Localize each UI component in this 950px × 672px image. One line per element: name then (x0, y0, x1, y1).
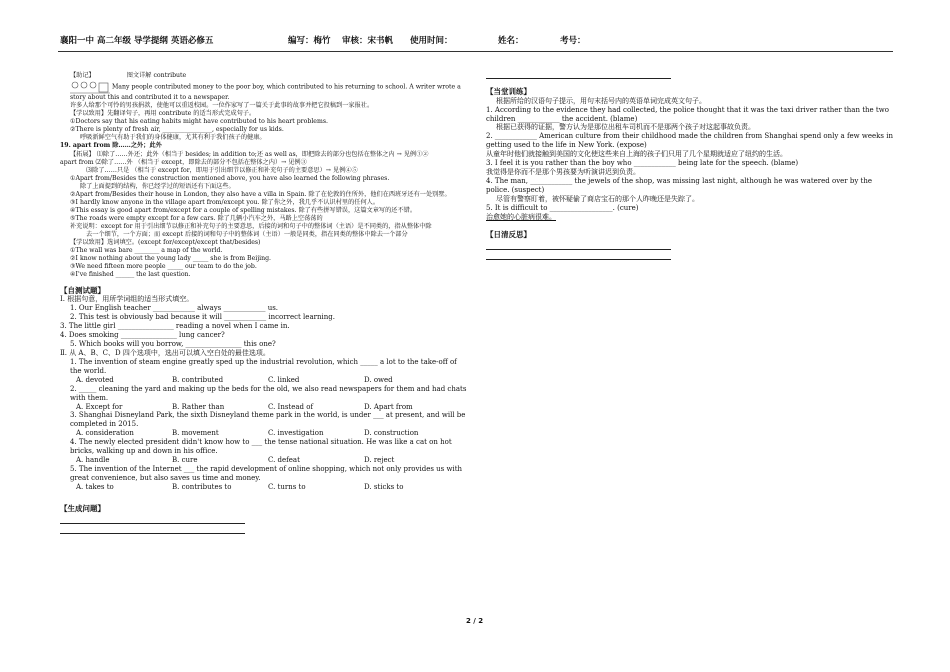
training-5-cn: 治愈她的心脏病很难。 (486, 212, 556, 221)
answer-line[interactable] (486, 240, 671, 250)
mc-1: 1. The invention of steam engine greatly sped up the industrial revolution, which _____ a lot to the take-off of the world. (70, 357, 457, 375)
question-1: 1. Our English teacher ____________ always ____________ us. (70, 304, 279, 313)
answer-line[interactable] (60, 514, 245, 524)
training-1-cn: 根据已获得的证据，警方认为是那位出租车司机而不是那两个孩子对这起事故负责。 (496, 123, 755, 132)
notes-label: 【助记】 (70, 72, 95, 79)
mc-2: 2. _____ cleaning the yard and making up the beds for the old, we also read newspapers for them and had chats with them. (70, 384, 467, 402)
notes-chinese: 许多人给那个可怜的男孩捐款，使他可以重返校园。一位作家写了一篇关于此事的故事并把它投稿到一家报社。 (70, 102, 374, 110)
option: B. contributes to (172, 483, 232, 492)
mc-4: 4. The newly elected president didn't know how to ___ the tense national situation. He was like a cat on hot bricks, walking up and down in his office. (70, 438, 452, 456)
apply2-2: ②I know nothing about the young lady _____ she is from Beijing. (70, 255, 272, 263)
option: D. sticks to (364, 483, 404, 492)
left-column (60, 72, 470, 534)
question-5: 5. Which books will you borrow, ________________ this one? (70, 339, 276, 348)
option: C. investigation (268, 429, 324, 438)
training-2: 2. ____________ American culture from their childhood made the children from Shanghai spend only a few weeks in getting used to the life in New York. (expose) (486, 132, 893, 150)
apply-label: 【学以致用】先翻译句子，再用 contribute 的适当形式完成句子。 (70, 110, 256, 118)
mc-5-options (60, 483, 470, 492)
training-intro: 根据所给的汉语句子提示，用句末括号内的英语单词完成英文句子。 (496, 96, 706, 105)
option: A. takes to (76, 483, 114, 492)
option: D. construction (364, 429, 419, 438)
option: A. Except for (76, 402, 123, 411)
apply2-1: ①The wall was bare ________ a map of the world. (70, 247, 223, 255)
editor: 编写：梅竹 (288, 36, 331, 46)
training-3-cn: 我觉得是你而不是那个男孩要为听演讲迟到负责。 (486, 168, 640, 177)
example-2: ②Apart from/Besides their house in London, they also have a villa in Spain. 除了在伦敦的住所外，他们在西班牙还有一处别墅。 (70, 190, 451, 198)
item-19: 19. apart from 除……之外；此外 (60, 142, 162, 150)
answer-line[interactable] (486, 69, 671, 79)
part-2-title: Ⅱ. 从 A、B、C、D 四个选项中，选出可以填入空白处的最佳选项。 (60, 348, 270, 357)
example-3: ③I hardly know anyone in the village apart from/except you. 除了你之外，我几乎不认识村里的任何人。 (70, 198, 380, 206)
training-4-cn: 尽管有警察盯着，被怀疑偷了商店宝石的那个人昨晚还是失踪了。 (496, 195, 699, 204)
use-time: 使用时间： (410, 36, 453, 46)
answer-line[interactable] (486, 250, 671, 260)
mc-2-options (60, 403, 470, 412)
notes-english: Many people contributed money to the poor boy, which contributed to his returning to school. A writer wrote a story about this and contributed it to a newspaper. (70, 83, 461, 102)
apply2-label: 【学以致用】选词填空。(except for/except/except that/besides) (70, 239, 261, 247)
training-5: 5. It is difficult to __________________. (cure) (486, 204, 639, 213)
apply-2: ②There is plenty of fresh air, ________________, especially for us kids. (70, 126, 284, 134)
part-1-title: Ⅰ. 根据句意，用所学词组的适当形式填空。 (60, 295, 194, 304)
option: C. linked (268, 375, 300, 384)
option: B. cure (172, 456, 198, 465)
apply-1: ①Doctors say that his eating habits might have contributed to his heart problems. (70, 118, 328, 126)
expand-2: apart from ⑵除了……外 （相当于 except，即除去的部分不包括在整体之内）→ 见例③ (60, 158, 307, 166)
answer-line[interactable] (60, 524, 245, 534)
question-3: 3. The little girl ________________ reading a novel when I came in. (60, 321, 290, 330)
training-2-cn: 从童年时他们就接触到美国的文化使这些来自上海的孩子们只用了几个星期就适应了纽约的生活。 (486, 150, 787, 159)
training-1: 1. According to the evidence they had collected, the police thought that it was the taxi driver rather than the two children ____________ the accident. (blame) (486, 105, 889, 123)
option: C. defeat (268, 456, 300, 465)
example-4: ④This essay is good apart from/except for a couple of spelling mistakes. 除了有些拼写错误，这篇文章写的还不错。 (70, 206, 417, 214)
doc-title: 襄阳一中 高二年级 导学提纲 英语必修五 (60, 36, 214, 46)
option: B. contributed (172, 375, 224, 384)
expand-1: 【拓展】 ⑴除了……外还；此外（相当于 besides; in addition to;还 as well as，即把除去的部分也包括在整体之内 → 见例①② (70, 150, 429, 158)
apply2-4: ④I've finished ______ the last question. (70, 271, 191, 279)
option: D. Apart from (364, 402, 413, 411)
apply-2-cn: 呼吸新鲜空气有助于我们的身体健康，尤其有利于我们孩子的健康。 (80, 134, 266, 142)
header-rule (58, 51, 893, 52)
example-1: ①Apart from/Besides the construction mentioned above, you have also learned the following phrases. (70, 174, 390, 182)
training-4: 4. The man, ____________ the jewels of the shop, was missing last night, although he was watered over by the police. (suspect) (486, 177, 872, 195)
mc-5: 5. The invention of the Internet ___ the rapid development of online shopping, which not only provides us with great convenience, but also saves us time and money. (70, 465, 463, 483)
mc-3-options (60, 429, 470, 438)
option: B. movement (172, 429, 219, 438)
reviewer: 审核：宋书帆 (342, 36, 394, 46)
option: D. owed (364, 375, 393, 384)
note-2: 去一个细节，一个方面；而 except 后接的词和句子中的整体词（主语）一般是同类，指在同类的整体中除去一个部分 (86, 231, 408, 239)
mc-1-options (60, 376, 470, 385)
option: A. consideration (76, 429, 134, 438)
name-field: 姓名： (498, 36, 524, 46)
option: C. turns to (268, 483, 306, 492)
right-column (486, 72, 896, 260)
page-number: 2 / 2 (466, 617, 484, 625)
mc-3: 3. Shanghai Disneyland Park, the sixth Disneyland theme park in the world, is under ___ at present, and will be completed in 2015. (70, 411, 466, 429)
note-1: 补充说明：except for 用于引出细节以修正和补充句子的主要意思，后接的词和句子中的整体词（主语）是不同类的，指从整体中除 (70, 223, 432, 231)
training-label: 【当堂训练】 (486, 87, 531, 96)
problems-label: 【生成问题】 (60, 504, 105, 514)
option: A. devoted (76, 375, 114, 384)
option: D. reject (364, 456, 395, 465)
exam-no-field: 考号： (560, 36, 586, 46)
test-label: 【自测试题】 (60, 285, 105, 295)
cartoon-illustration-icon (70, 80, 110, 94)
question-2: 2. This test is obviously bad because it will ____________ incorrect learning. (70, 313, 335, 321)
training-3: 3. I feel it is you rather than the boy who ____________ being late for the speech. (blame) (486, 159, 799, 168)
apply2-3: ③We need fifteen more people _____ our team to do the job. (70, 263, 257, 271)
example-1-cn: 除了上面提到的结构，你已经学过的短语还有下面这些。 (80, 182, 235, 190)
reflect-label: 【日清反思】 (486, 229, 531, 239)
notes-title: 图文详解 contribute (126, 72, 187, 79)
expand-3: ⑶除了……只是 （相当于 except for，即用于引出细节以修正和补充句子的主要意思）→ 见例④⑤ (86, 166, 358, 174)
option: B. Rather than (172, 402, 225, 411)
mc-4-options (60, 456, 470, 465)
option: C. Instead of (268, 402, 314, 411)
option: A. handle (76, 456, 110, 465)
example-5: ⑤The roads were empty except for a few cars. 除了几辆小汽车之外，马路上空荡荡的 (70, 215, 323, 222)
question-4: 4. Does smoking ________________ lung cancer? (60, 330, 225, 339)
